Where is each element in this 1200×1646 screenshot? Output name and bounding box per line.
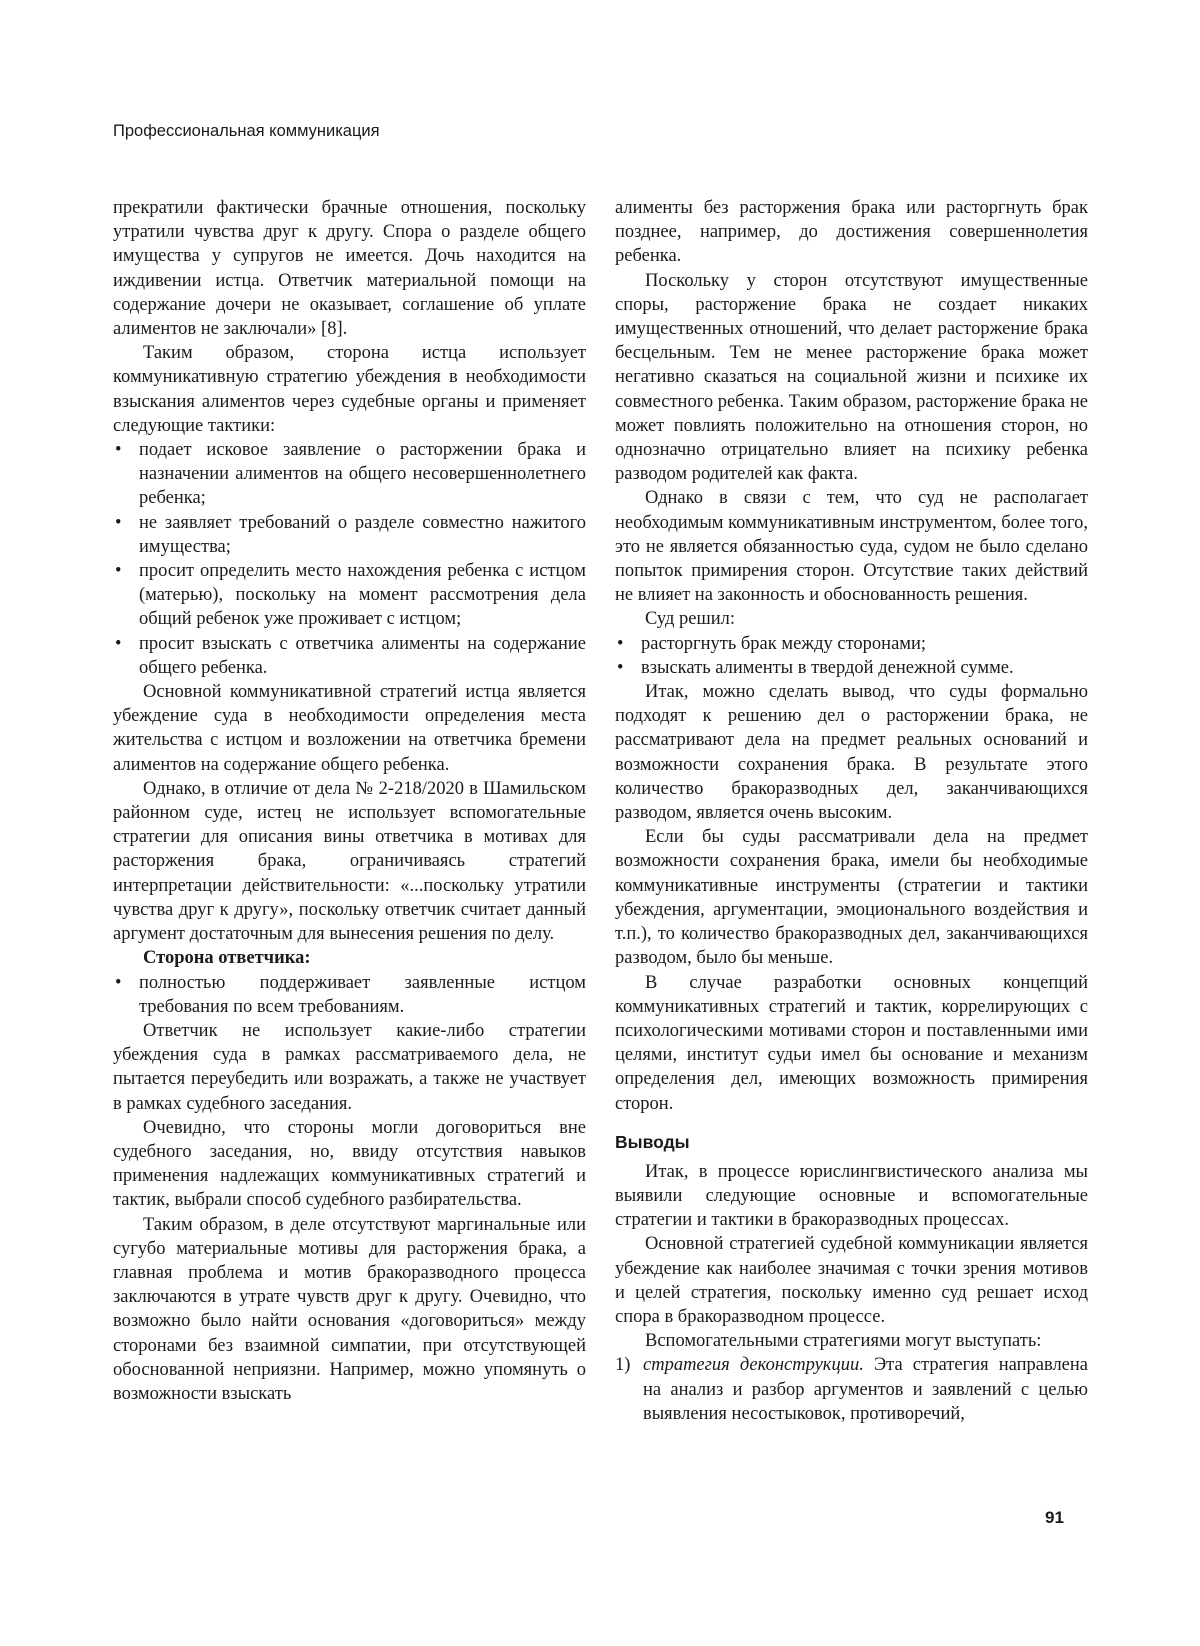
paragraph: Однако в связи с тем, что суд не располагает необходимым коммуникативным инструментом, более того, это не является обязанностью суда, судом не было сделано попыток примирения сторон. Отсутствие таких действий не влияет на законность и обоснованность решения. [615,488,1088,606]
bullet-icon: • [115,633,122,654]
page-number: 91 [1045,1508,1064,1527]
bullet-icon: • [617,657,624,678]
list-item: • подает исковое заявление о расторжении брака и назначении алиментов на общего несовершеннолетнего ребенка; [115,440,586,509]
bullet-icon: • [115,512,122,533]
bullet-icon: • [115,561,122,582]
auxiliary-strategies-list [615,1353,1088,1426]
tactics-list [113,438,586,680]
bullet-icon: • [115,972,122,993]
paragraph: Вспомогательными стратегиями могут выступать: [645,1331,1042,1352]
list-item: • расторгнуть брак между сторонами; [615,632,1088,656]
paragraph: Суд решил: [645,609,735,630]
paragraph: Очевидно, что стороны могли договориться вне судебного заседания, но, ввиду отсутствия навыков применения надлежащих коммуникативных стратегий и тактик, выбрали способ судебного разбирательства. [113,1117,586,1211]
section-heading-conclusions: Выводы [615,1131,690,1152]
right-column [615,196,1088,1426]
paragraph: алименты без расторжения брака или расторгнуть брак позднее, например, до достижения совершеннолетия ребенка. [615,198,1088,267]
paragraph: Если бы суды рассматривали дела на предмет возможности сохранения брака, имели бы необходимые коммуникативные инструменты (стратегии и тактики убеждения, аргументации, эмоционального воздействия и т.п.), то количество бракоразводных дел, заканчивающихся разводом, было бы меньше. [615,827,1088,969]
court-decision-list [615,632,1088,680]
strategy-description: Эта стратегия направлена на анализ и разбор аргументов и заявлений с целью выявления несостыковок, противоречий, [643,1355,1088,1424]
list-number: 1) [615,1355,631,1376]
list-item: • не заявляет требований о разделе совместно нажитого имущества; [115,512,586,557]
bullet-icon: • [617,633,624,654]
paragraph: Основной коммуникативной стратегий истца является убеждение суда в необходимости определения места жительства с истцом и возложении на ответчика бремени алиментов на содержание общего ребенка. [113,682,586,775]
paragraph: Таким образом, сторона истца использует коммуникативную стратегию убеждения в необходимости взыскания алиментов через судебные органы и применяет следующие тактики: [113,343,586,436]
list-item: • взыскать алименты в твердой денежной сумме. [615,656,1088,680]
paragraph: Итак, в процессе юрислингвистического анализа мы выявили следующие основные и вспомогательные стратегии и тактики в бракоразводных процессах. [615,1161,1088,1231]
respondent-list [113,971,586,1019]
list-item: • просит определить место нахождения ребенка с истцом (матерью), поскольку на момент рассмотрения дела общий ребенок уже проживает с истцом; [115,561,586,630]
paragraph: Ответчик не использует какие-либо стратегии убеждения суда в рамках рассматриваемого дела, не пытается переубедить или возражать, а также не участвует в рамках судебного заседания. [113,1020,586,1114]
paragraph: Основной стратегией судебной коммуникации является убеждение как наиболее значимая с точки зрения мотивов и целей стратегия, поскольку именно суд решает исход спора в бракоразводном процессе. [615,1234,1088,1327]
strategy-term: стратегия деконструкции. [643,1355,864,1376]
running-header: Профессиональная коммуникация [113,122,380,140]
paragraph: прекратили фактически брачные отношения, поскольку утратили чувства друг к другу. Спора о разделе общего имущества у супругов не имеется. Дочь находится на иждивении истца. Ответчик материальной помощи на содержание дочери не оказывает, соглашение об уплате алиментов не заключали» [8]. [113,198,586,340]
paragraph: Таким образом, в деле отсутствуют маргинальные или сугубо материальные мотивы для расторжения брака, а главная проблема и мотив бракоразводного процесса заключаются в утрате чувств друг к другу. Очевидно, что возможно было найти основания «договориться» между сторонами без взаимной симпатии, при отсутствующей обоснованной неприязни. Например, можно упомянуть о возможности взыскать [113,1214,586,1404]
list-item [615,1353,1088,1426]
left-column [113,196,586,1406]
paragraph: Однако, в отличие от дела № 2-218/2020 в Шамильском районном суде, истец не использует вспомогательные стратегии для описания вины ответчика в мотивах для расторжения брака, ограничиваясь стратегий интерпретации действительности: «...поскольку утратили чувства друг к другу», поскольку ответчик считает данный аргумент достаточным для вынесения решения по делу. [113,778,586,945]
list-item: • просит взыскать с ответчика алименты на содержание общего ребенка. [115,633,586,678]
respondent-heading: Сторона ответчика: [143,948,311,969]
paragraph: В случае разработки основных концепций коммуникативных стратегий и тактик, коррелирующих с психологическими мотивами сторон и поставленными ими целями, институт судьи имел бы основание и механизм определения дел, имеющих возможность примирения сторон. [615,972,1088,1114]
paragraph: Итак, можно сделать вывод, что суды формально подходят к решению дел о расторжении брака, не рассматривают дела на предмет реальных оснований и возможности сохранения брака. В результате этого количество бракоразводных дел, заканчивающихся разводом, является очень высоким. [615,682,1088,824]
list-item: • полностью поддерживает заявленные истцом требования по всем требованиям. [115,972,586,1017]
paragraph: Поскольку у сторон отсутствуют имущественные споры, расторжение брака не создает никаких имущественных отношений, что делает расторжение брака бесцельным. Тем не менее расторжение брака может негативно сказаться на социальной жизни и психике их совместного ребенка. Таким образом, расторжение брака не может повлиять положительно на отношения сторон, но однозначно отрицательно влияет на психику ребенка разводом родителей как факта. [615,270,1088,485]
bullet-icon: • [115,440,122,461]
